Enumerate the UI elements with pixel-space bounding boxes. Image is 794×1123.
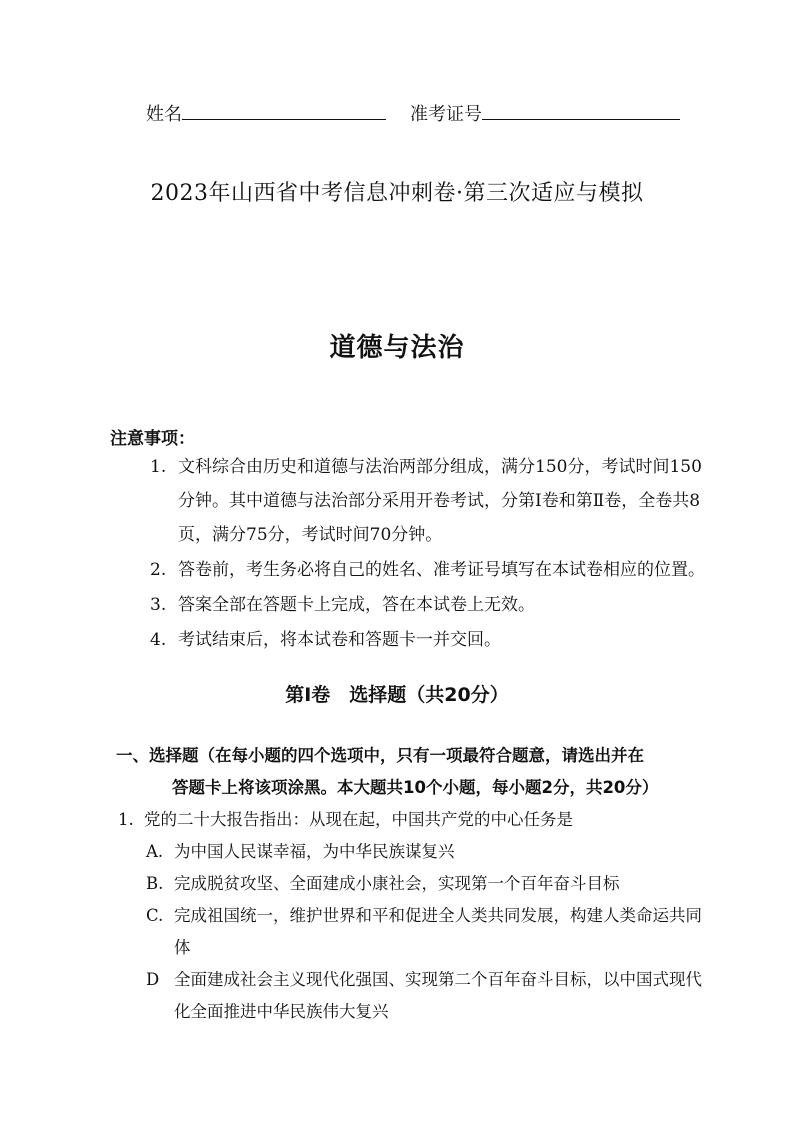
name-blank-line[interactable] xyxy=(182,101,386,120)
option-text: 全面建成社会主义现代化强国、实现第二个百年奋斗目标，以中国式现代化全面推进中华民族伟大复兴 xyxy=(174,970,702,1021)
part-one-heading: 第Ⅰ卷 选择题（共20分） xyxy=(285,684,509,706)
notice-item-number: 1. xyxy=(150,457,167,477)
notice-item-number: 4. xyxy=(150,630,167,650)
option-d[interactable] xyxy=(118,964,708,1028)
option-a[interactable] xyxy=(118,836,708,868)
option-text: 完成祖国统一，维护世界和平和促进全人类共同发展，构建人类命运共同体 xyxy=(174,906,702,957)
exam-title: 2023年山西省中考信息冲刺卷·第三次适应与模拟 xyxy=(150,181,644,206)
option-letter: D xyxy=(146,970,160,989)
section-instruction-line-1: 一、选择题（在每小题的四个选项中，只有一项最符合题意，请选出并在 xyxy=(116,746,644,765)
option-text: 完成脱贫攻坚、全面建成小康社会，实现第一个百年奋斗目标 xyxy=(174,874,620,893)
question-stem-text: 党的二十大报告指出：从现在起，中国共产党的中心任务是 xyxy=(144,810,573,829)
notice-item xyxy=(150,553,710,587)
notice-item-text: 答案全部在答题卡上完成，答在本试卷上无效。 xyxy=(178,595,535,615)
section-instruction-line-2: 答题卡上将该项涂黑。本大题共10个小题，每小题2分，共20分） xyxy=(172,778,659,797)
notice-item-text: 答卷前，考生务必将自己的姓名、准考证号填写在本试卷相应的位置。 xyxy=(178,560,705,580)
notice-item-text: 文科综合由历史和道德与法治两部分组成，满分150分，考试时间150分钟。其中道德与法治部分采用开卷考试，分第Ⅰ卷和第Ⅱ卷，全卷共8页，满分75分，考试时间70分钟。 xyxy=(178,457,702,545)
subject-title: 道德与法治 xyxy=(329,333,465,363)
option-text: 为中国人民谋幸福，为中华民族谋复兴 xyxy=(174,842,455,861)
notice-item xyxy=(150,450,710,552)
exam-id-blank-line[interactable] xyxy=(482,101,680,120)
notice-item-text: 考试结束后，将本试卷和答题卡一并交回。 xyxy=(178,630,501,650)
notice-item xyxy=(150,588,710,622)
exam-id-field[interactable] xyxy=(410,100,680,126)
question-stem xyxy=(118,804,708,836)
section-heading xyxy=(116,740,706,804)
notice-heading: 注意事项： xyxy=(110,429,195,449)
option-letter: B. xyxy=(146,874,164,893)
notice-item-number: 2. xyxy=(150,560,167,580)
notice-item xyxy=(150,623,710,657)
option-letter: A. xyxy=(146,842,164,861)
name-label: 姓名 xyxy=(146,104,182,125)
option-b[interactable] xyxy=(118,868,708,900)
notice-list xyxy=(150,450,710,658)
option-letter: C. xyxy=(146,906,164,925)
option-c[interactable] xyxy=(118,900,708,964)
name-field[interactable] xyxy=(146,100,386,126)
question-1 xyxy=(118,804,708,1028)
notice-item-number: 3. xyxy=(150,595,167,615)
exam-id-label: 准考证号 xyxy=(410,104,482,125)
question-number: 1. xyxy=(118,810,134,829)
candidate-info-fields xyxy=(146,100,706,130)
